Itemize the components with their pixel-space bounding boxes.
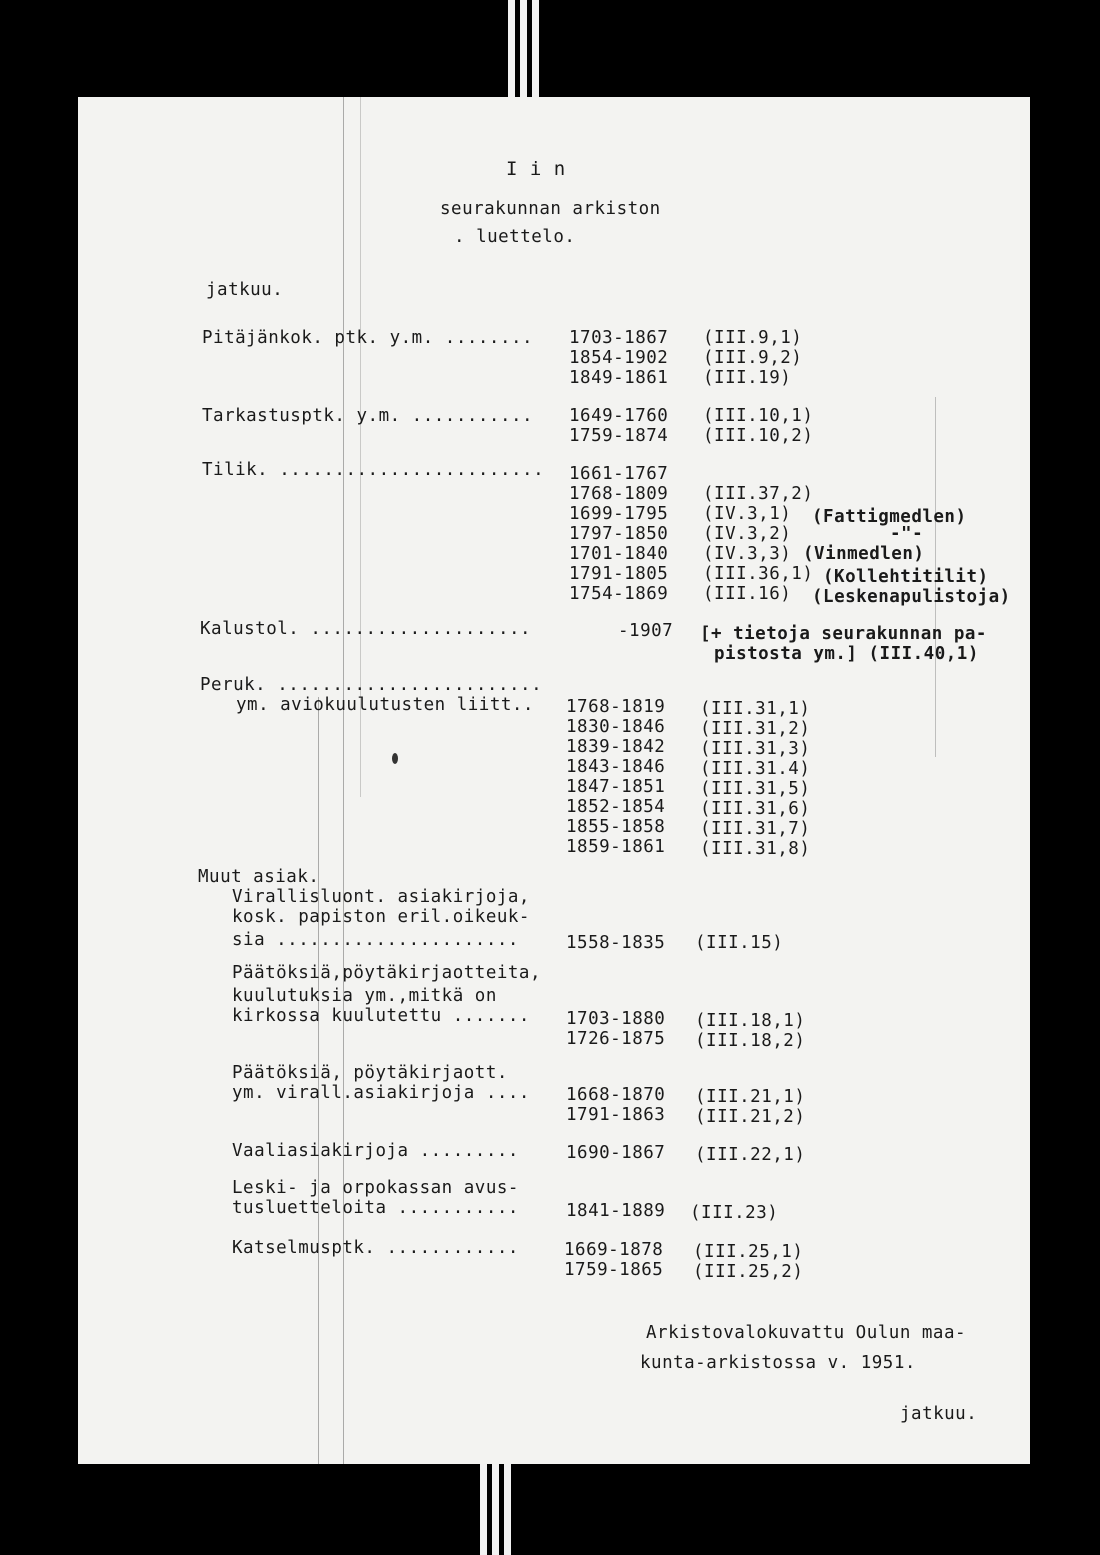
entry-ref: (III.21,1): [695, 1087, 806, 1107]
film-strip-bottom-1: [480, 1464, 487, 1555]
title-line-3: . luettelo.: [454, 227, 576, 247]
entry-label: Kalustol. ....................: [200, 619, 532, 639]
entry-years: 1754-1869: [569, 584, 669, 604]
entry-label: kirkossa kuulutettu .......: [232, 1006, 530, 1026]
entry-ref: (III.36,1): [703, 564, 814, 584]
entry-ref: (III.21,2): [695, 1107, 806, 1127]
entry-ref: (III.31,8): [700, 839, 811, 859]
entry-note: (Fattigmedlen): [812, 507, 967, 527]
entry-ref: (IV.3,3): [703, 544, 792, 564]
entry-label: Päätöksiä, pöytäkirjaott.: [232, 1063, 508, 1083]
film-strip-bottom-3: [504, 1464, 511, 1555]
entry-label: tusluetteloita ...........: [232, 1198, 519, 1218]
entry-label: Tarkastusptk. y.m. ...........: [202, 406, 534, 426]
entry-ref: (III.15): [695, 933, 784, 953]
entry-label: Päätöksiä,pöytäkirjaotteita,: [232, 963, 542, 983]
entry-ref: (III.25,1): [693, 1242, 804, 1262]
entry-years: 1726-1875: [566, 1029, 666, 1049]
section-heading: Muut asiak.: [198, 867, 320, 887]
entry-ref: (III.9,2): [703, 348, 803, 368]
entry-ref: (III.16): [703, 584, 792, 604]
entry-label: Vaaliasiakirjoja .........: [232, 1141, 519, 1161]
entry-label: Tilik. ........................: [202, 460, 545, 480]
entry-note: [+ tietoja seurakunnan pa-: [700, 624, 987, 644]
entry-years: 1558-1835: [566, 933, 666, 953]
ink-speck: [392, 753, 398, 764]
entry-label: kosk. papiston eril.oikeuk-: [232, 907, 530, 927]
entry-years: 1830-1846: [566, 717, 666, 737]
entry-years: 1759-1874: [569, 426, 669, 446]
title-line-2: seurakunnan arkiston: [440, 199, 661, 219]
entry-years: 1847-1851: [566, 777, 666, 797]
entry-label: Katselmusptk. ............: [232, 1238, 519, 1258]
entry-years: 1841-1889: [566, 1201, 666, 1221]
entry-years: 1791-1805: [569, 564, 669, 584]
entry-years: 1669-1878: [564, 1240, 664, 1260]
entry-years: 1839-1842: [566, 737, 666, 757]
entry-years: 1759-1865: [564, 1260, 664, 1280]
entry-ref: (III.31,1): [700, 699, 811, 719]
entry-ref: (III.25,2): [693, 1262, 804, 1282]
entry-years: 1797-1850: [569, 524, 669, 544]
entry-years: -1907: [618, 621, 674, 641]
film-strip-top-1: [508, 0, 515, 97]
entry-ref: (III.31,2): [700, 719, 811, 739]
entry-years: 1854-1902: [569, 348, 669, 368]
entry-note: (Leskenapulistoja): [812, 587, 1011, 607]
document-page: [78, 97, 1030, 1464]
film-strip-top-2: [520, 0, 527, 97]
entry-label: sia ......................: [232, 930, 519, 950]
entry-years: 1699-1795: [569, 504, 669, 524]
entry-label: Peruk. ........................: [200, 675, 543, 695]
entry-years: 1791-1863: [566, 1105, 666, 1125]
entry-years: 1690-1867: [566, 1143, 666, 1163]
title-line-1: I i n: [506, 158, 566, 180]
entry-label: Virallisluont. asiakirjoja,: [232, 887, 530, 907]
entry-years: 1661-1767: [569, 464, 669, 484]
film-strip-top-3: [532, 0, 539, 97]
entry-ref: (III.10,2): [703, 426, 814, 446]
entry-ref: (III.31,7): [700, 819, 811, 839]
entry-ref: (III.31,3): [700, 739, 811, 759]
entry-years: 1703-1867: [569, 328, 669, 348]
entry-ref: (III.31.4): [700, 759, 811, 779]
entry-years: 1649-1760: [569, 406, 669, 426]
entry-note: (Kollehtitilit): [823, 567, 989, 587]
footer-line-2: kunta-arkistossa v. 1951.: [640, 1353, 916, 1373]
entry-ref: (III.9,1): [703, 328, 803, 348]
entry-label: Leski- ja orpokassan avus-: [232, 1178, 519, 1198]
continued-top: jatkuu.: [206, 280, 284, 300]
entry-ref: (IV.3,2): [703, 524, 792, 544]
entry-years: 1768-1809: [569, 484, 669, 504]
entry-years: 1852-1854: [566, 797, 666, 817]
vertical-rule: [343, 97, 344, 1464]
continued-bottom: jatkuu.: [900, 1404, 978, 1424]
entry-years: 1843-1846: [566, 757, 666, 777]
entry-ref: (III.22,1): [695, 1145, 806, 1165]
entry-years: 1703-1880: [566, 1009, 666, 1029]
entry-ref: (III.23): [690, 1203, 779, 1223]
entry-ref: (IV.3,1): [703, 504, 792, 524]
film-strip-bottom-2: [492, 1464, 499, 1555]
entry-label: ym. aviokuulutusten liitt..: [236, 695, 534, 715]
entry-note: pistosta ym.] (III.40,1): [714, 644, 979, 664]
entry-note: (Vinmedlen): [803, 544, 925, 564]
entry-years: 1849-1861: [569, 368, 669, 388]
entry-label: ym. virall.asiakirjoja ....: [232, 1083, 530, 1103]
entry-ref: (III.37,2): [703, 484, 814, 504]
entry-years: 1859-1861: [566, 837, 666, 857]
entry-years: 1701-1840: [569, 544, 669, 564]
entry-ref: (III.10,1): [703, 406, 814, 426]
entry-ref: (III.18,1): [695, 1011, 806, 1031]
entry-ref: (III.18,2): [695, 1031, 806, 1051]
entry-years: 1855-1858: [566, 817, 666, 837]
entry-ref: (III.31,6): [700, 799, 811, 819]
entry-label: Pitäjänkok. ptk. y.m. ........: [202, 328, 534, 348]
entry-ref: (III.19): [703, 368, 792, 388]
footer-line-1: Arkistovalokuvattu Oulun maa-: [646, 1323, 967, 1343]
entry-years: 1668-1870: [566, 1085, 666, 1105]
entry-label: kuulutuksia ym.,mitkä on: [232, 986, 497, 1006]
entry-ref: (III.31,5): [700, 779, 811, 799]
entry-years: 1768-1819: [566, 697, 666, 717]
entry-note: -"-: [890, 524, 924, 544]
